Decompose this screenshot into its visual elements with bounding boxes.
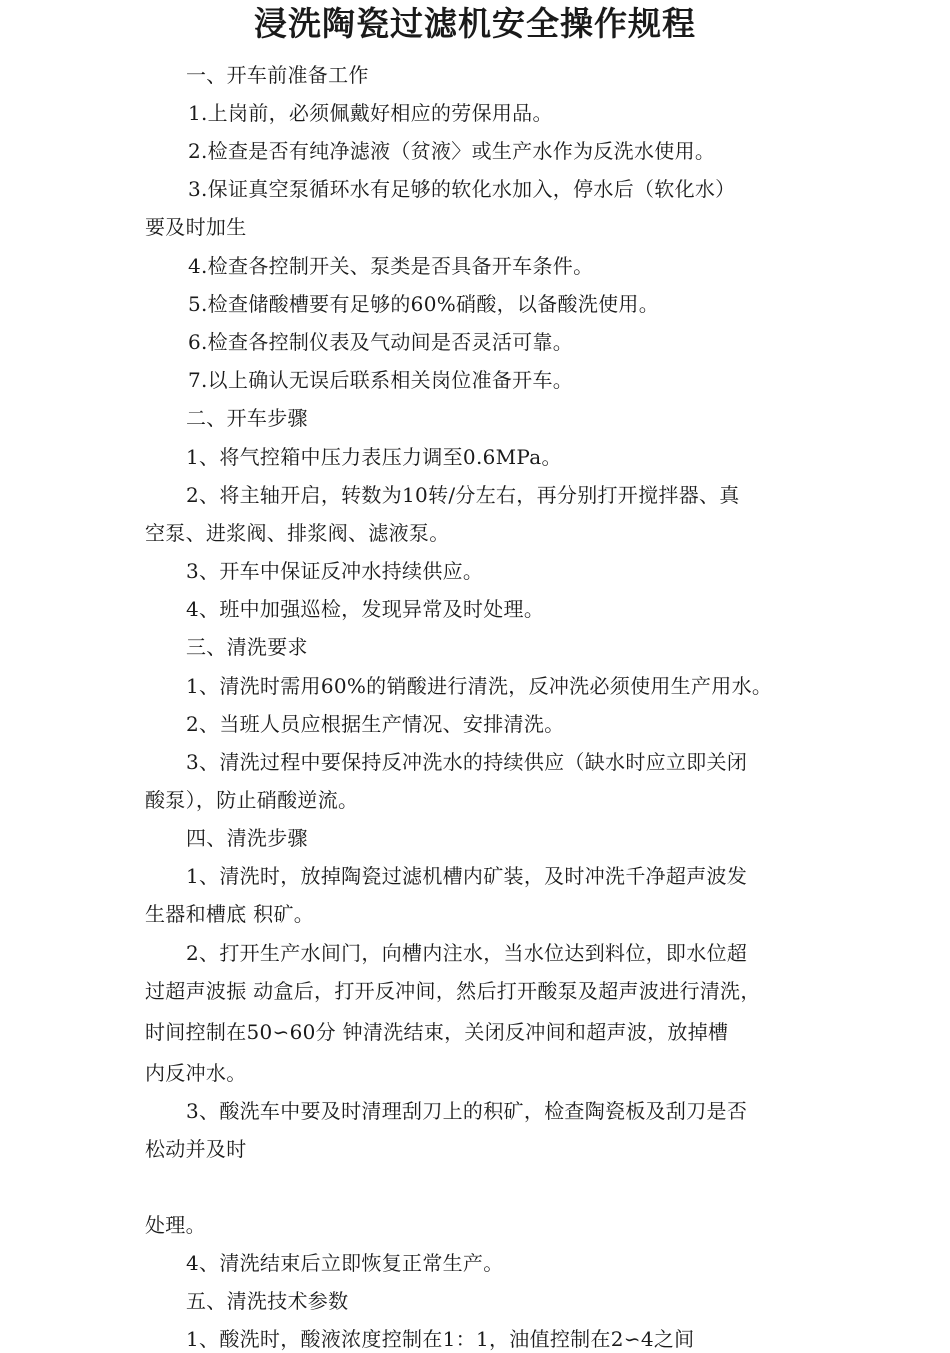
text-line: 4.检查各控制开关、泵类是否具备开车条件。 <box>188 254 594 278</box>
text-line: 过超声波振 动盒后，打开反冲间，然后打开酸泵及超声波进行清洗， <box>145 979 761 1003</box>
text-line: 1、清洗时需用60%的销酸进行清洗，反冲洗必须使用生产用水。 <box>186 674 773 698</box>
section-heading-1: 一、开车前准备工作 <box>186 63 369 87</box>
text-line: 2、当班人员应根据生产情况、安排清洗。 <box>186 712 565 736</box>
text-line: 空泵、进浆阀、排浆阀、滤液泵。 <box>145 521 450 545</box>
text-line: 5.检查储酸槽要有足够的60%硝酸，以备酸洗使用。 <box>188 292 660 316</box>
text-line: 4、班中加强巡检，发现异常及时处理。 <box>186 597 545 621</box>
section-heading-3: 三、清洗要求 <box>186 635 308 659</box>
text-line: 4、清洗结束后立即恢复正常生产。 <box>186 1251 504 1275</box>
text-line: 2、将主轴开启，转数为10转/分左右，再分别打开搅拌器、真 <box>186 483 740 507</box>
text-line: 处理。 <box>145 1213 206 1237</box>
text-line: 要及时加生 <box>145 215 247 239</box>
text-line: 酸泵），防止硝酸逆流。 <box>145 788 359 812</box>
text-line: 松动并及时 <box>145 1137 247 1161</box>
text-line: 7.以上确认无误后联系相关岗位准备开车。 <box>188 368 574 392</box>
text-line: 1、清洗时，放掉陶瓷过滤机槽内矿装，及时冲洗千净超声波发 <box>186 864 748 888</box>
document-title: 浸洗陶瓷过滤机安全操作规程 <box>254 4 696 43</box>
section-heading-4: 四、清洗步骤 <box>186 826 308 850</box>
text-line: 内反冲水。 <box>145 1061 247 1085</box>
section-heading-2: 二、开车步骤 <box>186 406 308 430</box>
text-line: 1、将气控箱中压力表压力调至0.6MPa。 <box>186 445 562 469</box>
text-line: 时间控制在50∽60分 钟清洗结束，关闭反冲间和超声波，放掉槽 <box>145 1020 729 1044</box>
text-line: 1、酸洗时，酸液浓度控制在1：1，油值控制在2∽4之间 <box>186 1327 695 1351</box>
section-heading-5: 五、清洗技术参数 <box>186 1289 349 1313</box>
text-line: 6.检查各控制仪表及气动间是否灵活可靠。 <box>188 330 574 354</box>
text-line: 生器和槽底 积矿。 <box>145 902 315 926</box>
text-line: 3、酸洗车中要及时清理刮刀上的积矿，检查陶瓷板及刮刀是否 <box>186 1099 748 1123</box>
text-line: 1.上岗前，必须佩戴好相应的劳保用品。 <box>188 101 553 125</box>
text-line: 3.保证真空泵循环水有足够的软化水加入，停水后（软化水） <box>188 177 736 201</box>
text-line: 2、打开生产水间门，向槽内注水，当水位达到料位，即水位超 <box>186 941 748 965</box>
text-line: 2.检查是否有纯净滤液（贫液〉或生产水作为反洗水使用。 <box>188 139 716 163</box>
text-line: 3、开车中保证反冲水持续供应。 <box>186 559 484 583</box>
text-line: 3、清洗过程中要保持反冲洗水的持续供应（缺水时应立即关闭 <box>186 750 748 774</box>
